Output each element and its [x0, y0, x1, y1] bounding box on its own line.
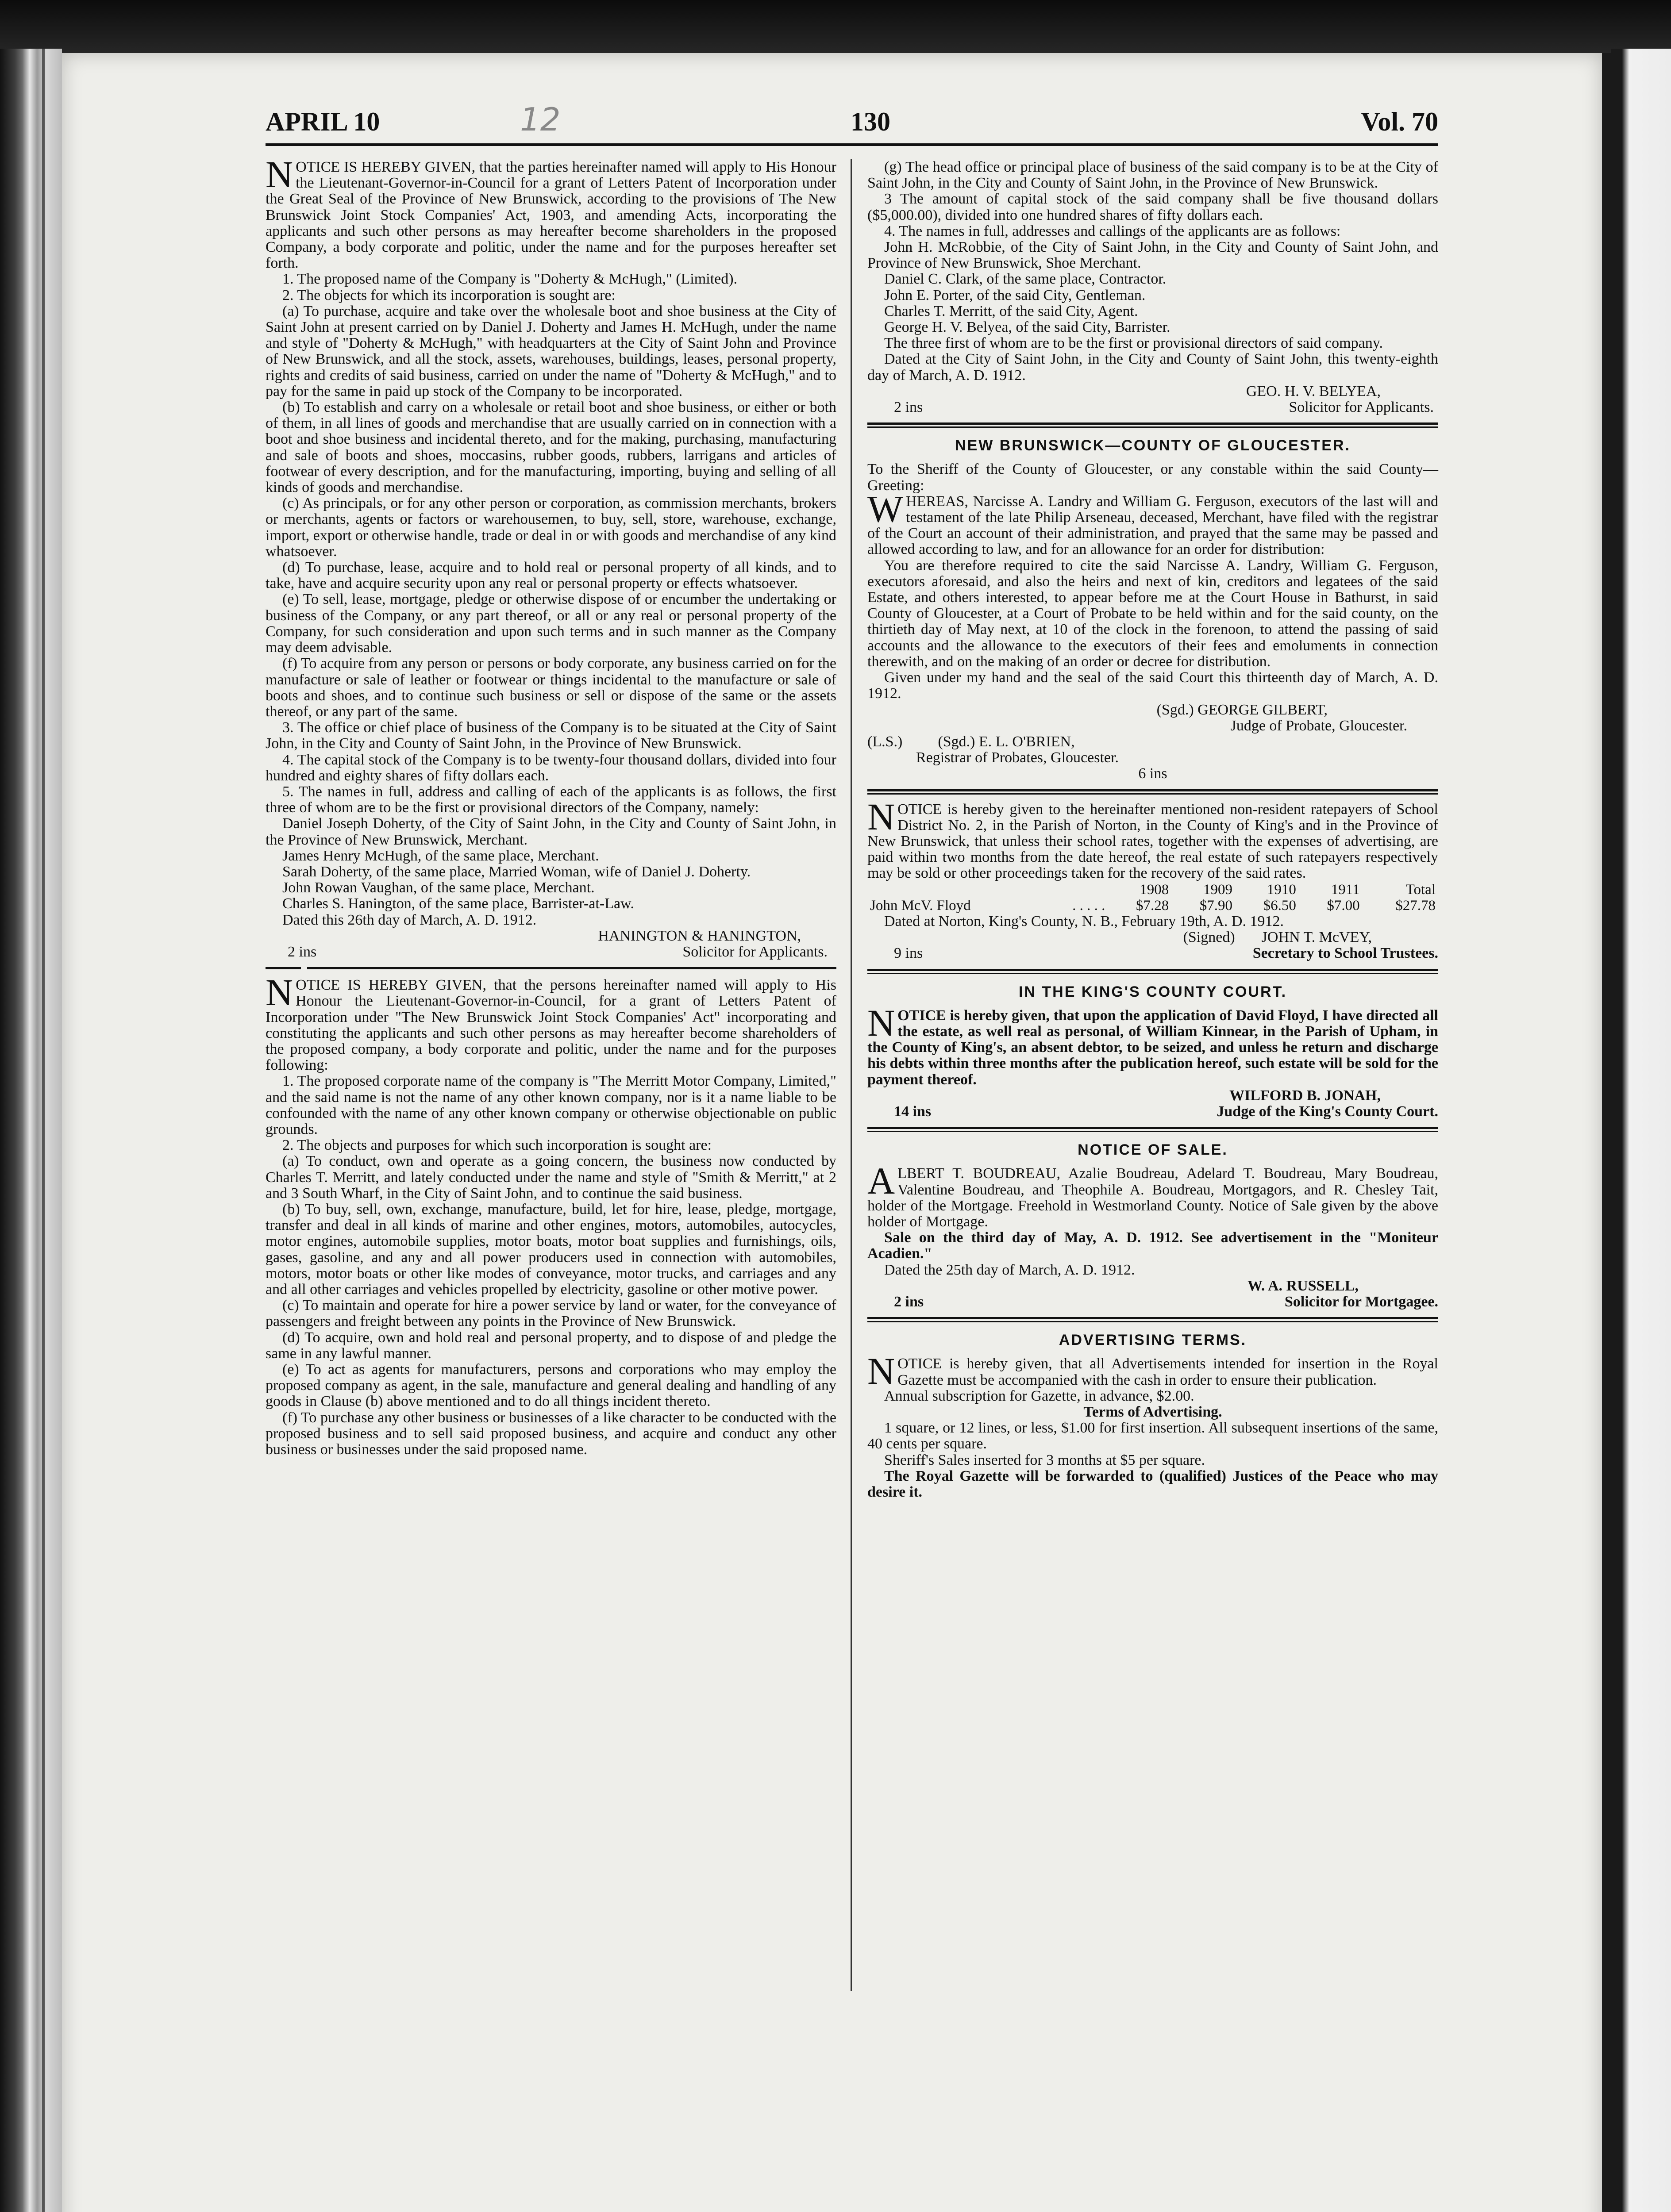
notice-para: (c) As principals, or for any other person or corporation, as commission merchants, brokers or merchants, agents or factors or warehousemen, to buy, sell, store, warehouse, exchange, import, export or otherwise handle, trade or deal in or with goods and merchandise of any kind whatsoever.	[266, 495, 836, 560]
table-row	[867, 898, 1438, 914]
signer-role: Solicitor for Applicants.	[682, 943, 828, 960]
applicant-name: John Rowan Vaughan, of the same place, Merchant.	[282, 879, 595, 896]
next-page-edge	[1611, 49, 1671, 2212]
notice-para: OTICE is hereby given, that all Advertisements intended for insertion in the Royal Gazette must be accompanied with the cash in order to ensure their publication.	[897, 1356, 1438, 1388]
advertising-terms: ADVERTISING TERMS. NOTICE is hereby given, that all Advertisements intended for insertion in the Royal Gazette must be accompanied with the cash in order to ensure their publication. Annual subscription for Gazette, in advance, $2.00. Terms of Advertising. 1 square, or 12 lines, or less, $1.00 for first insertion. All subsequent insertions of the same, 40 cents per square. Sheriff's Sales inserted for 3 months at $5 per square. The Royal Gazette will be forwarded to (qualified) Justices of the Peace who may desire it.	[867, 1332, 1438, 1501]
issue-date: APRIL 10	[266, 107, 380, 136]
table-header-cell: 1910	[1267, 881, 1296, 898]
notice-gloucester: NEW BRUNSWICK—COUNTY OF GLOUCESTER. To the Sheriff of the County of Gloucester, or any constable within the said County—Greeting: WHEREAS, Narcisse A. Landry and William G. Ferguson, executors of the last will and testament of the late Philip Arseneau, deceased, Merchant, have filed with the registrar of the Court an account of their administration, and prayed that the same may be passed and allowed according to law, and for an allowance for an order for distribution: You are therefore required to cite the said Narcisse A. Landry, William G. Ferguson, executors aforesaid, and also the heirs and next of kin, creditors and legatees of the said Estate, and others interested, to appear before me at the Court House in Bathurst, in said County of Gloucester, at a Court of Probate to be held within and for the said county, on the thirtieth day of May next, at 10 of the clock in the forenoon, to attend the passing of said accounts and the allowance to the executors of their fees and emoluments in connection therewith, and on the making of an order or decree for distribution. Given under my hand and the seal of the said Court this thirteenth day of March, A. D. 1912. (Sgd.) GEORGE GILBERT, Judge of Probate, Gloucester. (L.S.) (Sgd.) E. L. O'BRIEN, Registrar of Probates, Gloucester. 6 ins	[867, 437, 1438, 782]
notice-intro: OTICE IS HEREBY GIVEN, that the persons hereinafter named will apply to His Honour the Lieutenant-Governor-in-Council, for a grant of Letters Patent of Incorporation under "The New Brunswick Joint Stock Companies' Act" incorporating and constituting the applicants and such other persons as may hereafter become shareholders of the proposed company, a body corporate and politic, under the name and for the purposes following:	[266, 977, 836, 1074]
applicant-name: John E. Porter, of the said City, Gentleman.	[884, 287, 1146, 303]
applicant-name: Charles S. Hanington, of the same place, Barrister-at-Law.	[282, 895, 634, 912]
notice-para: (f) To purchase any other business or businesses of a like character to be conducted with the proposed business and to sell said proposed business, and acquire and conduct any other business or businesses under the said proposed name.	[266, 1409, 836, 1458]
table-cell: $27.78	[1395, 897, 1436, 914]
applicant-name: John H. McRobbie, of the City of Saint John, in the City and County of Saint John, and Province of New Brunswick, Shoe Merchant.	[867, 239, 1438, 272]
volume-number: Vol. 70	[1361, 107, 1438, 136]
leader-dots: . . . . .	[1072, 897, 1105, 914]
notice-para: (b) To establish and carry on a wholesale or retail boot and shoe business, or either or both of them, in all lines of goods and merchandise that are usually carried on in connection with a boot and shoe business and incidental thereto, and for the making, purchasing, manufacturing and sale of boots and shoes, moccasins, rubber goods, rubbers, larrigans and articles of footwear of every description, and for the manufacturing, importing, buying and selling of all kinds of goods and merchandise.	[266, 399, 836, 496]
notice-para: 1 square, or 12 lines, or less, $1.00 for first insertion. All subsequent insertions of the same, 40 cents per square.	[867, 1420, 1438, 1452]
insertions-count: 9 ins	[894, 945, 923, 962]
notice-separator	[266, 967, 836, 969]
header-rule	[266, 143, 1438, 146]
notice-separator	[867, 789, 1438, 791]
section-heading: IN THE KING'S COUNTY COURT.	[1018, 983, 1287, 1000]
notice-para: (b) To buy, sell, own, exchange, manufacture, build, let for hire, lease, pledge, mortgage, transfer and deal in all kinds of marine and other engines, motors, automobiles, autocycles, motor engines, automobile supplies, motor boats, motor boat supplies and furnishings, oils, gases, gasoline, and any and all power producers used in connection with automobiles, motors, motor boats or other like modes of conveyance, motor trucks, and carriages and any and all other carriages and vehicles propelled by electricity, gasoline or other motive power.	[266, 1201, 836, 1298]
signer-role: Judge of Probate, Gloucester.	[1230, 717, 1407, 734]
notice-para: OTICE is hereby given, that upon the application of David Floyd, I have directed all the estate, as well real as personal, of William Kinnear, in the Parish of Upham, in the County of King's, an absent debtor, to be seized, and unless he return and discharge his debts within three months after the publication hereof, such estate will be sold for the payment thereof.	[867, 1007, 1438, 1088]
applicant-name: Sarah Doherty, of the same place, Married Woman, wife of Daniel J. Doherty.	[282, 863, 751, 880]
notice-para: (f) To acquire from any person or persons or body corporate, any business carried on for the manufacture or sale of leather or footwear or things incidental to the manufacture or sale of boots and shoes, and to continue such business or sell or dispose of the same or the assets thereof, or any part of the same.	[266, 655, 836, 720]
notice-signer: (Sgd.) E. L. O'BRIEN,	[938, 733, 1075, 750]
insertions-count: 2 ins	[288, 943, 317, 960]
table-header-cell: 1909	[1203, 881, 1233, 898]
insertions-count: 14 ins	[894, 1103, 932, 1120]
notice-para: To the Sheriff of the County of Gloucester, or any constable within the said County—Greeting:	[867, 461, 1438, 494]
notice-para: (a) To conduct, own and operate as a going concern, the business now conducted by Charles T. Merritt, and lately conducted under the name and style of "Smith & Merritt," at 2 and 3 South Wharf, in the City of Saint John, and to continue the said business.	[266, 1153, 836, 1202]
notice-dated: Dated at the City of Saint John, in the City and County of Saint John, this twenty-eighth day of March, A. D. 1912.	[867, 351, 1438, 384]
notice-kings-court: IN THE KING'S COUNTY COURT. NOTICE is hereby given, that upon the application of David Floyd, I have directed all the estate, as well real as personal, of William Kinnear, in the Parish of Upham, in the County of King's, an absent debtor, to be seized, and unless he return and discharge his debts within three months after the publication hereof, such estate will be sold for the payment thereof. WILFORD B. JONAH, 14 ins Judge of the King's County Court.	[867, 983, 1438, 1120]
insertions-count: 2 ins	[894, 399, 923, 416]
notice-merritt-continued	[867, 159, 1438, 415]
notice-para: Sale on the third day of May, A. D. 1912. See advertisement in the "Moniteur Acadien."	[867, 1229, 1438, 1262]
section-heading: NOTICE OF SALE.	[1078, 1141, 1228, 1159]
notice-signer: GEO. H. V. BELYEA,	[1246, 383, 1381, 399]
book-spine	[0, 49, 62, 2212]
signer-role: Registrar of Probates, Gloucester.	[916, 749, 1119, 766]
left-column	[266, 153, 836, 1462]
table-cell: $7.28	[1136, 897, 1169, 914]
notice-para: 3 The amount of capital stock of the said company shall be five thousand dollars ($5,000.00), divided into one hundred shares of fifty dollars each.	[867, 191, 1438, 223]
notice-para: (d) To purchase, lease, acquire and to hold real or personal property of all kinds, and to take, have and acquire security upon any real or personal property or effects whatsoever.	[266, 559, 836, 592]
rates-table	[867, 882, 1438, 914]
notice-dated: Dated the 25th day of March, A. D. 1912.	[884, 1261, 1135, 1278]
pencil-annotation: 12	[520, 101, 561, 138]
notice-para: LBERT T. BOUDREAU, Azalie Boudreau, Adelard T. Boudreau, Mary Boudreau, Valentine Boudreau, and Theophile A. Boudreau, Mortgagors, and R. Chesley Tait, holder of the Mortgage. Freehold in Westmorland County. Notice of Sale given by the above holder of Mortgage.	[867, 1165, 1438, 1230]
table-cell: $6.50	[1263, 897, 1296, 914]
notice-signer: HANINGTON & HANINGTON,	[598, 927, 801, 944]
notice-separator	[867, 422, 1438, 425]
notice-para: 5. The names in full, address and calling of each of the applicants is as follows, the first three of whom are to be the first or provisional directors of the Company, namely:	[266, 783, 836, 816]
table-cell: $7.00	[1327, 897, 1360, 914]
notice-dated: Dated at Norton, King's County, N. B., February 19th, A. D. 1912.	[884, 913, 1284, 929]
insertions-count: 6 ins	[1138, 765, 1167, 782]
notice-separator	[867, 1317, 1438, 1319]
applicant-name: James Henry McHugh, of the same place, Merchant.	[282, 847, 599, 864]
notice-para: 2. The objects for which its incorporation is sought are:	[282, 287, 616, 303]
applicant-name: Daniel Joseph Doherty, of the City of Saint John, in the City and County of Saint John, in the Province of New Brunswick, Merchant.	[266, 815, 836, 848]
notice-para: (e) To act as agents for manufacturers, persons and corporations who may employ the proposed company as agent, in the sale, manufacture and general dealing and handling of any goods in Clause (b) above mentioned and to do all things incident thereto.	[266, 1361, 836, 1410]
notice-para: 4. The names in full, addresses and callings of the applicants are as follows:	[884, 223, 1341, 239]
terms-heading: Terms of Advertising.	[1083, 1404, 1222, 1421]
notice-para: 3. The office or chief place of business of the Company is to be situated at the City of Saint John, in the City and County of Saint John, in the Province of New Brunswick.	[266, 719, 836, 752]
signer-role: Solicitor for Mortgagee.	[1284, 1294, 1438, 1310]
notice-para: Given under my hand and the seal of the said Court this thirteenth day of March, A. D. 1912.	[867, 669, 1438, 702]
notice-para: OTICE is hereby given to the hereinafter mentioned non-resident ratepayers of School District No. 2, in the Parish of Norton, in the County of King's and in the Province of New Brunswick, that unless their school rates, together with the expenses of advertising, are paid within two months from the date hereof, the real estate of such ratepayers respectively may be sold or other proceedings taken for the recovery of the said rates.	[867, 801, 1438, 882]
notice-para: 1. The proposed corporate name of the company is "The Merritt Motor Company, Limited," and the said name is not the name of any other known company, nor is it a name liable to be confounded with the name of any other known company or otherwise objectionable on public grounds.	[266, 1073, 836, 1137]
notice-para: (a) To purchase, acquire and take over the wholesale boot and shoe business at the City of Saint John at present carried on by Daniel J. Doherty and James H. McHugh, under the name and style of "Doherty & McHugh," with headquarters at the City of Saint John and Province of New Brunswick, and all the stock, assets, warehouses, buildings, leases, personal property, rights and credits of said business, carried on under the name of "Doherty & McHugh," and to pay for the same in paid up stock of the Company to be incorporated.	[266, 303, 836, 399]
right-column	[867, 159, 1438, 1505]
table-header-row	[867, 882, 1438, 898]
notice-signer: WILFORD B. JONAH,	[1229, 1087, 1381, 1104]
applicant-name: Charles T. Merritt, of the said City, Agent.	[884, 303, 1138, 319]
table-header-cell: Total	[1405, 881, 1436, 898]
signer-role: Solicitor for Applicants.	[1289, 399, 1434, 416]
section-heading: NEW BRUNSWICK—COUNTY OF GLOUCESTER.	[955, 437, 1351, 454]
notice-para: (d) To acquire, own and hold real and personal property, and to dispose of and pledge the same in any lawful manner.	[266, 1329, 836, 1362]
signed-label: (Signed)	[1183, 929, 1235, 946]
notice-para: 1. The proposed name of the Company is "Doherty & McHugh," (Limited).	[282, 271, 738, 288]
notice-signer: W. A. RUSSELL,	[1247, 1277, 1359, 1294]
notice-para: 4. The capital stock of the Company is to be twenty-four thousand dollars, divided into four hundred and eighty shares of fifty dollars each.	[266, 751, 836, 784]
notice-para: Sheriff's Sales inserted for 3 months at $5 per square.	[884, 1452, 1205, 1468]
table-header-cell: 1908	[1140, 881, 1169, 898]
notice-separator	[867, 969, 1438, 971]
notice-signer: (Sgd.) GEORGE GILBERT,	[1156, 701, 1328, 718]
applicant-name: The three first of whom are to be the first or provisional directors of said company.	[884, 335, 1383, 352]
notice-doherty-mchugh: NOTICE IS HEREBY GIVEN, that the parties hereinafter named will apply to His Honour the Lieutenant-Governor-in-Council for a grant of Letters Patent of Incorporation under the Great Seal of the Province of New Brunswick, according to the provisions of The New Brunswick Joint Stock Companies' Act, 1903, and amending Acts, incorporating the applicants and such other persons as may hereafter become shareholders in the proposed Company, a body corporate and politic, under the name and for the purposes hereafter set forth. 1. The proposed name of the Company is "Doherty & McHugh," (Limited). 2. The objects for which its incorporation is sought are: (a) To purchase, acquire and take over the wholesale boot and shoe business at the City of Saint John at present carried on by Daniel J. Doherty and James H. McHugh, under the name and style of "Doherty & McHugh," with headquarters at the City of Saint John and Province of New Brunswick, and all the stock, assets, warehouses, buildings, leases, personal property, rights and credits of said business, carried on under the name of "Doherty & McHugh," and to pay for the same in paid up stock of the Company to be incorporated. (b) To establish and carry on a wholesale or retail boot and shoe business, or either or both of them, in all lines of goods and merchandise that are usually carried on in connection with a boot and shoe business and incidental thereto, and for the making, purchasing, manufacturing and sale of boots and shoes, moccasins, rubber goods, rubbers, larrigans and articles of footwear of every description, and for the manufacturing, importing, buying and selling of all kinds of goods and merchandise. (c) As principals, or for any other person or corporation, as commission merchants, brokers or merchants, agents or factors or warehousemen, to buy, sell, store, warehouse, exchange, import, export or otherwise handle, trade or deal in or with goods and merchandise of any kind whatsoever. (d) To purchase, lease, acquire and to hold real or personal property of all kinds, and to take, have and acquire security upon any real or personal property or effects whatsoever. (e) To sell, lease, mortgage, pledge or otherwise dispose of or encumber the undertaking or business of the Company, or any part thereof, or all or any real or personal property of the Company, for such consideration and upon such terms and in such manner as the Company may deem advisable. (f) To acquire from any person or persons or body corporate, any business carried on for the manufacture or sale of leather or footwear or things incidental to the manufacture or sale of boots and shoes, and to continue such business or sell or dispose of the same or the assets thereof, or any part of the same. 3. The office or chief place of business of the Company is to be situated at the City of Saint John, in the City and County of Saint John, in the Province of New Brunswick. 4. The capital stock of the Company is to be twenty-four thousand dollars, divided into four hundred and eighty shares of fifty dollars each. 5. The names in full, address and calling of each of the applicants is as follows, the first three of whom are to be the first or provisional directors of the Company, namely: Daniel Joseph Doherty, of the City of Saint John, in the City and County of Saint John, in the Province of New Brunswick, Merchant. James Henry McHugh, of the same place, Merchant. Sarah Doherty, of the same place, Married Woman, wife of Daniel J. Doherty. John Rowan Vaughan, of the same place, Merchant. Charles S. Hanington, of the same place, Barrister-at-Law. Dated this 26th day of March, A. D. 1912. HANINGTON & HANINGTON, 2 ins Solicitor for Applicants.	[266, 153, 836, 960]
notice-intro: OTICE IS HEREBY GIVEN, that the parties hereinafter named will apply to His Honour the Lieutenant-Governor-in-Council for a grant of Letters Patent of Incorporation under the Great Seal of the Province of New Brunswick, according to the provisions of The New Brunswick Joint Stock Companies' Act, 1903, and amending Acts, incorporating the applicants and such other persons as may hereafter become shareholders in the proposed Company, a body corporate and politic, under the name and for the purposes hereafter set forth.	[266, 159, 836, 272]
page-header	[266, 102, 1438, 137]
applicant-name: George H. V. Belyea, of the said City, Barrister.	[884, 319, 1170, 336]
notice-merritt-motor: NOTICE IS HEREBY GIVEN, that the persons hereinafter named will apply to His Honour the Lieutenant-Governor-in-Council, for a grant of Letters Patent of Incorporation under "The New Brunswick Joint Stock Companies' Act" incorporating and constituting the applicants and such other persons as may hereafter become shareholders of the proposed company, a body corporate and politic, under the name and for the purposes following: 1. The proposed corporate name of the company is "The Merritt Motor Company, Limited," and the said name is not the name of any other known company, nor is it a name liable to be confounded with the name of any other known company or otherwise objectionable on public grounds. 2. The objects and purposes for which such incorporation is sought are: (a) To conduct, own and operate as a going concern, the business now conducted by Charles T. Merritt, and lately conducted under the name and style of "Smith & Merritt," at 2 and 3 South Wharf, in the City of Saint John, and to continue the said business. (b) To buy, sell, own, exchange, manufacture, build, let for hire, lease, pledge, mortgage, transfer and deal in all kinds of marine and other engines, motors, automobiles, autocycles, motor engines, automobile supplies, motor boats, motor boat supplies and furnishings, oils, gases, gasoline, and any and all power producers used in connection with automobiles, motors, motor boats or other like modes of conveyance, motor trucks, and carriages and any and all other carriages and vehicles propelled by electricity, gasoline or other motive power. (c) To maintain and operate for hire a power service by land or water, for the conveyance of passengers and freight between any points in the Province of New Brunswick. (d) To acquire, own and hold real and personal property, and to dispose of and pledge the same in any lawful manner. (e) To act as agents for manufacturers, persons and corporations who may employ the proposed company as agent, in the sale, manufacture and general dealing and handling of any goods in Clause (b) above mentioned and to do all things incident thereto. (f) To purchase any other business or businesses of a like character to be conducted with the proposed business and to sell said proposed business, and acquire and conduct any other business or businesses under the said proposed name.	[266, 971, 836, 1458]
signer-role: Judge of the King's County Court.	[1217, 1103, 1438, 1120]
table-cell: $7.90	[1199, 897, 1233, 914]
notice-dated: Dated this 26th day of March, A. D. 1912.	[282, 911, 537, 928]
notice-separator	[867, 1127, 1438, 1129]
notice-para: (g) The head office or principal place of business of the said company is to be at the City of Saint John, in the City and County of Saint John, in the Province of New Brunswick.	[867, 159, 1438, 192]
ratepayer-name: John McV. Floyd	[870, 897, 971, 914]
table-header-cell: 1911	[1331, 881, 1360, 898]
seal-mark: (L.S.)	[867, 733, 903, 750]
notice-para: HEREAS, Narcisse A. Landry and William G. Ferguson, executors of the last will and testament of the late Philip Arseneau, deceased, Merchant, have filed with the registrar of the Court an account of their administration, and prayed that the same may be passed and allowed according to law, and for an allowance for an order for distribution:	[867, 493, 1438, 558]
notice-para: The Royal Gazette will be forwarded to (qualified) Justices of the Peace who may desire it.	[867, 1467, 1438, 1501]
column-rule	[851, 159, 852, 1991]
insertions-count: 2 ins	[894, 1294, 924, 1310]
applicant-name: Daniel C. Clark, of the same place, Contractor.	[884, 271, 1167, 288]
notice-para: (e) To sell, lease, mortgage, pledge or otherwise dispose of or encumber the undertaking or business of the Company, or any part thereof, or all or any real or personal property of the Company, for such consideration and upon such terms and in such manner as the Company may deem advisable.	[266, 591, 836, 656]
notice-school-district: NOTICE is hereby given to the hereinafter mentioned non-resident ratepayers of School District No. 2, in the Parish of Norton, in the County of King's and in the Province of New Brunswick, that unless their school rates, together with the expenses of advertising, are paid within two months from the date hereof, the real estate of such ratepayers respectively may be sold or other proceedings taken for the recovery of the said rates. 1908 1909 1910 1911 Total John McV. Floyd . . . . . $7.28 $7.90 $6.50 $7.00 $27.78 Dated at Norton, King's County, N. B., February 19th, A. D. 1912. (Signed) JOHN T. McVEY, 9 ins Secretary to School Trustees.	[867, 795, 1438, 962]
section-heading: ADVERTISING TERMS.	[1059, 1332, 1247, 1349]
scan-top-border	[0, 0, 1671, 53]
notice-para: (c) To maintain and operate for hire a power service by land or water, for the conveyance of passengers and freight between any points in the Province of New Brunswick.	[266, 1297, 836, 1330]
notice-para: Annual subscription for Gazette, in advance, $2.00.	[884, 1387, 1194, 1404]
notice-signer: JOHN T. McVEY,	[1261, 929, 1372, 946]
notice-of-sale: NOTICE OF SALE. ALBERT T. BOUDREAU, Azalie Boudreau, Adelard T. Boudreau, Mary Boudreau, Valentine Boudreau, and Theophile A. Boudreau, Mortgagors, and R. Chesley Tait, holder of the Mortgage. Freehold in Westmorland County. Notice of Sale given by the above holder of Mortgage. Sale on the third day of May, A. D. 1912. See advertisement in the "Moniteur Acadien." Dated the 25th day of March, A. D. 1912. W. A. RUSSELL, 2 ins Solicitor for Mortgagee.	[867, 1141, 1438, 1310]
page-number: 130	[850, 107, 890, 136]
signer-role: Secretary to School Trustees.	[1252, 945, 1438, 962]
notice-para: 2. The objects and purposes for which such incorporation is sought are:	[282, 1137, 712, 1154]
notice-para: You are therefore required to cite the said Narcisse A. Landry, William G. Ferguson, executors aforesaid, and also the heirs and next of kin, creditors and legatees of the said Estate, and others interested, to appear before me at the Court House in Bathurst, in said County of Gloucester, at a Court of Probate to be held within and for the said county, on the thirtieth day of May next, at 10 of the clock in the forenoon, to attend the passing of said accounts and the allowance to the executors of their fees and emoluments in connection therewith, and on the making of an order or decree for distribution.	[867, 557, 1438, 670]
